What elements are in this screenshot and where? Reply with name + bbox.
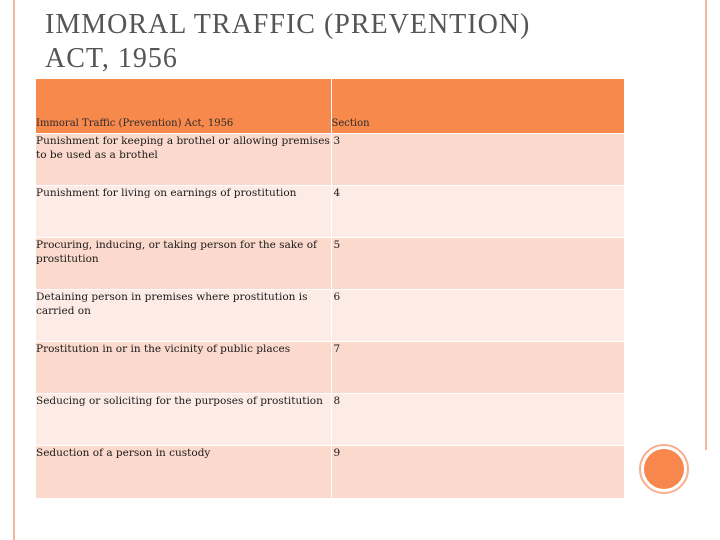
decorative-circle-icon — [644, 449, 684, 489]
section-cell: 7 — [331, 342, 624, 394]
section-cell: 8 — [331, 394, 624, 446]
offence-cell: Procuring, inducing, or taking person for the sake of prostitution — [36, 238, 331, 290]
table-row — [36, 394, 624, 446]
section-cell: 4 — [331, 186, 624, 238]
table-row — [36, 342, 624, 394]
section-cell: 3 — [331, 134, 624, 186]
offence-cell: Detaining person in premises where prostitution is carried on — [36, 290, 331, 342]
offences-table — [36, 79, 624, 498]
section-cell: 5 — [331, 238, 624, 290]
offence-cell: Seduction of a person in custody — [36, 446, 331, 498]
slide-title-line-1: IMMORAL TRAFFIC (PREVENTION) — [45, 9, 531, 40]
section-cell: 6 — [331, 290, 624, 342]
table-header-row — [36, 79, 624, 134]
table-row — [36, 238, 624, 290]
slide-title-line-2: ACT, 1956 — [45, 43, 178, 74]
slide-title — [45, 8, 645, 76]
table-row — [36, 290, 624, 342]
offence-cell: Punishment for living on earnings of prostitution — [36, 186, 331, 238]
circle-connector — [705, 440, 707, 450]
table-row — [36, 134, 624, 186]
offence-cell: Prostitution in or in the vicinity of public places — [36, 342, 331, 394]
section-cell: 9 — [331, 446, 624, 498]
left-decorative-rule — [13, 0, 15, 540]
table-row — [36, 446, 624, 498]
header-section: Section — [331, 79, 624, 134]
table-row — [36, 186, 624, 238]
offence-cell: Punishment for keeping a brothel or allowing premises to be used as a brothel — [36, 134, 331, 186]
header-act: Immoral Traffic (Prevention) Act, 1956 — [36, 79, 331, 134]
offence-cell: Seducing or soliciting for the purposes of prostitution — [36, 394, 331, 446]
right-decorative-rule — [705, 0, 707, 440]
